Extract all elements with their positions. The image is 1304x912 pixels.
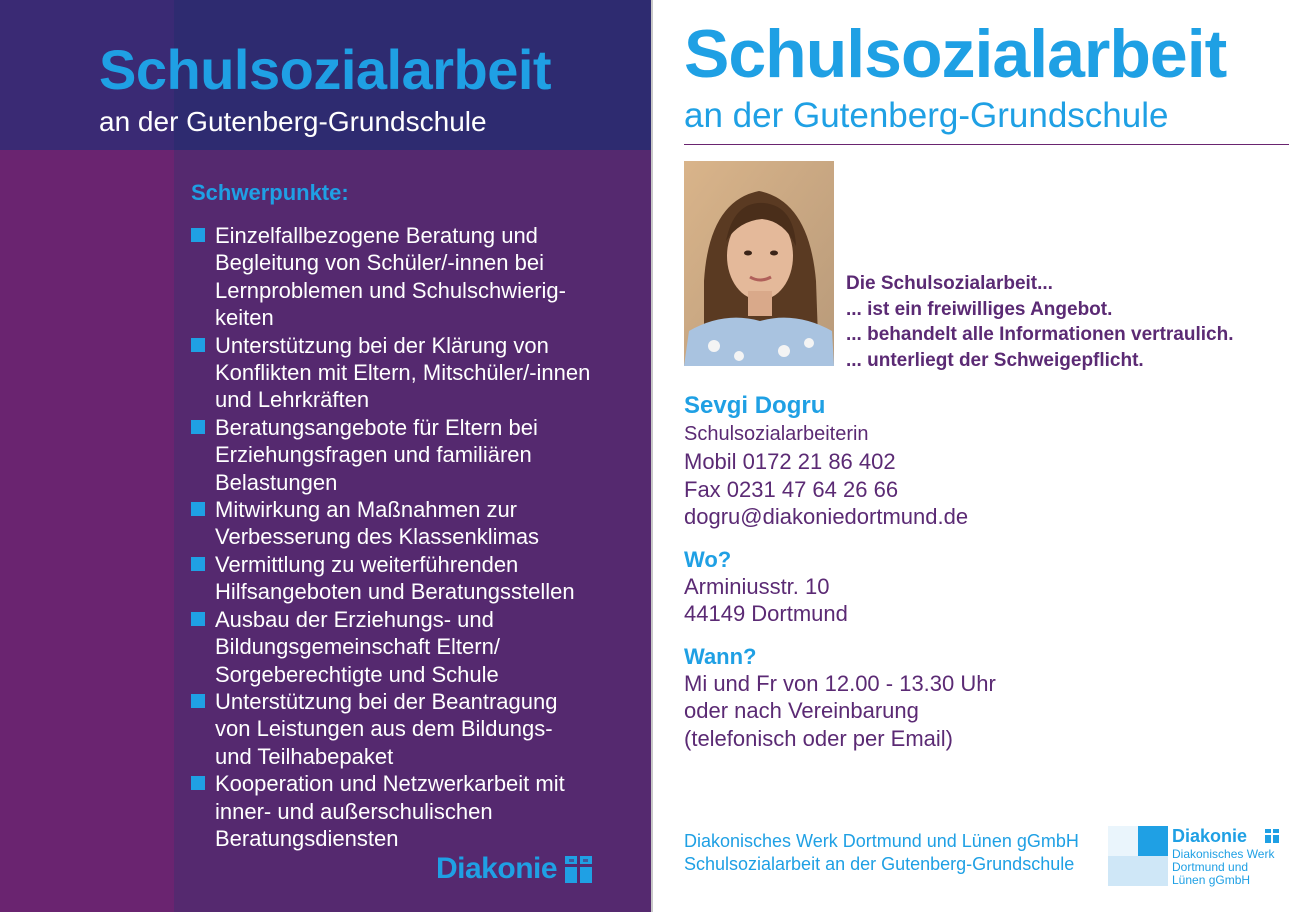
diakonie-cross-icon xyxy=(565,856,592,883)
focus-item: Beratungsangebote für Eltern bei Erziehungsfragen und familiären Belastungen xyxy=(191,414,641,496)
statement-block xyxy=(846,271,1233,373)
hours-line: (telefonisch oder per Email) xyxy=(684,725,954,751)
footer-diakonie-logo xyxy=(1108,826,1280,886)
right-flyer-panel xyxy=(653,0,1304,912)
square-bullet-icon xyxy=(191,502,205,516)
footer-brand-subtitle: Diakonisches Werk Dortmund und Lünen gGmbH xyxy=(1172,847,1275,887)
statement-line: ... behandelt alle Informationen vertraulich. xyxy=(846,324,1234,345)
header-rule xyxy=(684,144,1289,145)
statement-line: ... unterliegt der Schweigepflicht. xyxy=(846,349,1144,371)
contact-role: Schulsozialarbeiterin xyxy=(684,423,869,445)
right-subtitle: an der Gutenberg-Grundschule xyxy=(684,96,1169,135)
hours-line: Mi und Fr von 12.00 - 13.30 Uhr xyxy=(684,670,996,696)
square-bullet-icon xyxy=(191,557,205,571)
address-city: 44149 Dortmund xyxy=(684,601,848,626)
logo-square-blue xyxy=(1138,826,1168,856)
focus-item: Unterstützung bei der Beantragung von Leistungen aus dem Bildungs- und Teilhabepaket xyxy=(191,688,641,770)
square-bullet-icon xyxy=(191,776,205,790)
diakonie-logo-text: Diakonie xyxy=(436,852,558,885)
logo-square-pale xyxy=(1108,826,1138,856)
focus-item: Kooperation und Netzwerkarbeit mit inner- und außerschulischen Beratungsdiensten xyxy=(191,770,641,852)
contact-block xyxy=(684,392,1284,752)
contact-mobile: Mobil 0172 21 86 402 xyxy=(684,449,896,474)
focus-item: Mitwirkung an Maßnahmen zur Verbesserung des Klassenklimas xyxy=(191,496,641,551)
left-flyer-panel xyxy=(0,0,651,912)
hours-line: oder nach Vereinbarung xyxy=(684,698,919,723)
contact-email: dogru@diakoniedortmund.de xyxy=(684,504,969,529)
focus-item: Unterstützung bei der Klärung von Konflikten mit Eltern, Mitschüler/-innen und Lehrkräften xyxy=(191,332,641,414)
portrait-illustration xyxy=(684,161,834,366)
focus-list xyxy=(191,222,641,852)
square-bullet-icon xyxy=(191,338,205,352)
footer-text xyxy=(684,830,1079,876)
square-bullet-icon xyxy=(191,694,205,708)
diakonie-cross-icon xyxy=(1265,829,1279,843)
left-subtitle: an der Gutenberg-Grundschule xyxy=(99,106,487,137)
portrait-photo xyxy=(684,161,834,366)
square-bullet-icon xyxy=(191,420,205,434)
diakonie-logo xyxy=(436,852,592,886)
square-bullet-icon xyxy=(191,612,205,626)
statement-line: ... ist ein freiwilliges Angebot. xyxy=(846,298,1113,320)
focus-item: Einzelfallbezogene Beratung und Begleitung von Schüler/-innen bei Lernproblemen und Schulschwierig- keiten xyxy=(191,222,641,332)
focus-item: Ausbau der Erziehungs- und Bildungsgemeinschaft Eltern/ Sorgeberechtigte und Schule xyxy=(191,606,641,688)
statement-line: Die Schulsozialarbeit... xyxy=(846,273,1053,294)
contact-name: Sevgi Dogru xyxy=(684,392,826,419)
footer-project: Schulsozialarbeit an der Gutenberg-Grundschule xyxy=(684,854,1075,874)
side-stripe xyxy=(0,150,174,912)
where-heading: Wo? xyxy=(684,546,732,572)
contact-fax: Fax 0231 47 64 26 66 xyxy=(684,476,899,502)
right-title: Schulsozialarbeit xyxy=(684,16,1227,92)
when-heading: Wann? xyxy=(684,643,757,669)
footer-org: Diakonisches Werk Dortmund und Lünen gGmbH xyxy=(684,831,1079,851)
left-title: Schulsozialarbeit xyxy=(99,38,552,101)
square-bullet-icon xyxy=(191,228,205,242)
address-street: Arminiusstr. 10 xyxy=(684,573,830,599)
footer-brand: Diakonie xyxy=(1172,826,1248,846)
focus-heading: Schwerpunkte: xyxy=(191,180,349,205)
focus-item: Vermittlung zu weiterführenden Hilfsangeboten und Beratungsstellen xyxy=(191,551,641,606)
